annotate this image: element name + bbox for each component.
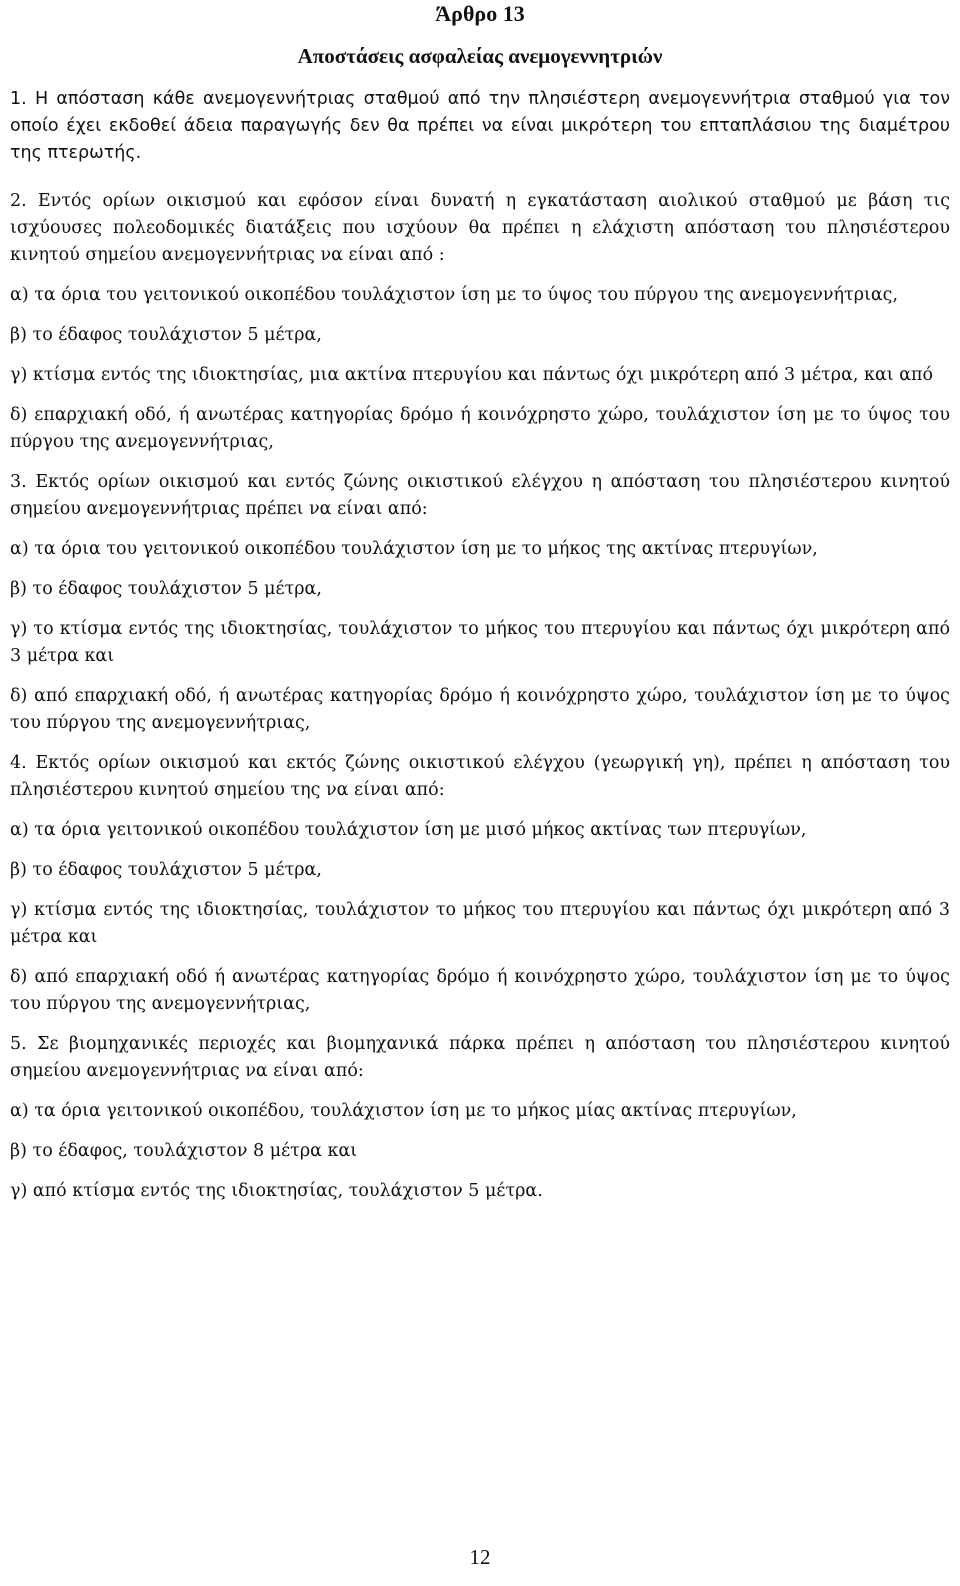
list-item-3b: β) το έδαφος τουλάχιστον 5 μέτρα, xyxy=(10,579,322,599)
paragraph-3: 3. Εκτός ορίων οικισμού και εντός ζώνης οικιστικού ελέγχου η απόσταση του πλησιέστερου κινητού σημείου ανεμογεννήτριας πρέπει να είναι από: xyxy=(10,472,950,519)
list-item-3a: α) τα όρια του γειτονικού οικοπέδου τουλάχιστον ίση με το μήκος της ακτίνας πτερυγίων, xyxy=(10,539,818,559)
article-title: Άρθρο 13 xyxy=(435,1,525,26)
list-item-3d: δ) από επαρχιακή οδό, ή ανωτέρας κατηγορίας δρόμο ή κοινόχρηστο χώρο, τουλάχιστον ίση με το ύψος του πύργου της ανεμογεννήτριας, xyxy=(10,686,950,733)
list-item-3c: γ) το κτίσμα εντός της ιδιοκτησίας, τουλάχιστον το μήκος του πτερυγίου και πάντως όχι μικρότερη από 3 μέτρα και xyxy=(10,619,950,666)
list-item-2a: α) τα όρια του γειτονικού οικοπέδου τουλάχιστον ίση με το ύψος του πύργου της ανεμογεννήτριας, xyxy=(10,285,899,305)
paragraph-1: 1. Η απόσταση κάθε ανεμογεννήτριας σταθμού από την πλησιέστερη ανεμογεννήτρια σταθμού για τον οποίο έχει εκδοθεί άδεια παραγωγής δεν θα πρέπει να είναι μικρότερη του επταπλάσιου της διαμέτρου της πτερωτής. xyxy=(10,89,950,163)
list-item-4d: δ) από επαρχιακή οδό ή ανωτέρας κατηγορίας δρόμο ή κοινόχρηστο χώρο, τουλάχιστον ίση με το ύψος του πύργου της ανεμογεννήτριας, xyxy=(10,967,950,1014)
list-item-5a: α) τα όρια γειτονικού οικοπέδου, τουλάχιστον ίση με το μήκος μίας ακτίνας πτερυγίων, xyxy=(10,1101,797,1121)
paragraph-5: 5. Σε βιομηχανικές περιοχές και βιομηχανικά πάρκα πρέπει η απόσταση του πλησιέστερου κινητού σημείου ανεμογεννήτριας να είναι από: xyxy=(10,1034,950,1081)
list-item-2c: γ) κτίσμα εντός της ιδιοκτησίας, μια ακτίνα πτερυγίου και πάντως όχι μικρότερη από 3 μέτρα, και από xyxy=(10,365,934,385)
list-item-5b: β) το έδαφος, τουλάχιστον 8 μέτρα και xyxy=(10,1141,358,1161)
list-item-2b: β) το έδαφος τουλάχιστον 5 μέτρα, xyxy=(10,325,322,345)
article-subtitle: Αποστάσεις ασφαλείας ανεμογεννητριών xyxy=(297,44,663,68)
list-item-2d: δ) επαρχιακή οδό, ή ανωτέρας κατηγορίας δρόμο ή κοινόχρηστο χώρο, τουλάχιστον ίση με το ύψος του πύργου της ανεμογεννήτριας, xyxy=(10,405,950,452)
page-number: 12 xyxy=(469,1545,491,1569)
article-body xyxy=(10,86,950,1205)
list-item-5c: γ) από κτίσμα εντός της ιδιοκτησίας, τουλάχιστον 5 μέτρα. xyxy=(10,1181,543,1201)
list-item-4b: β) το έδαφος τουλάχιστον 5 μέτρα, xyxy=(10,860,322,880)
list-item-4a: α) τα όρια γειτονικού οικοπέδου τουλάχιστον ίση με μισό μήκος ακτίνας των πτερυγίων, xyxy=(10,820,807,840)
paragraph-2: 2. Εντός ορίων οικισμού και εφόσον είναι δυνατή η εγκατάσταση αιολικού σταθμού με βάση τις ισχύουσες πολεοδομικές διατάξεις που ισχύουν θα πρέπει η ελάχιστη απόσταση του πλησιέστερου κινητού σημείου ανεμογεννήτριας να είναι από : xyxy=(10,191,950,265)
paragraph-4: 4. Εκτός ορίων οικισμού και εκτός ζώνης οικιστικού ελέγχου (γεωργική γη), πρέπει η απόσταση του πλησιέστερου κινητού σημείου της να είναι από: xyxy=(10,753,950,800)
list-item-4c: γ) κτίσμα εντός της ιδιοκτησίας, τουλάχιστον το μήκος του πτερυγίου και πάντως όχι μικρότερη από 3 μέτρα και xyxy=(10,900,950,947)
